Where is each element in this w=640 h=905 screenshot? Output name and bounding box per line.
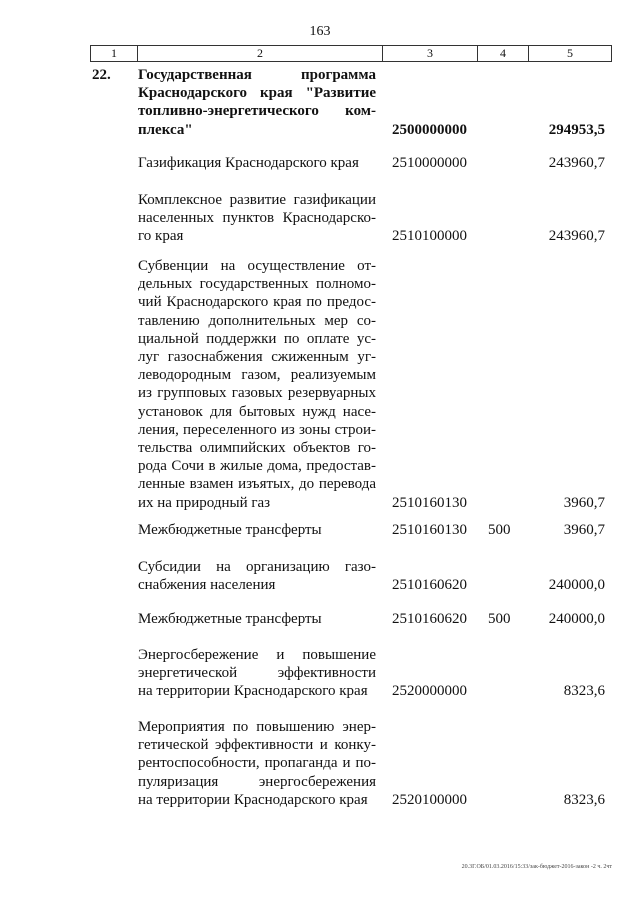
row-name-line: тельства олимпийских объектов го- <box>138 440 376 457</box>
row-name-line: Субсидии на организацию газо- <box>138 559 376 575</box>
row-code: 2510000000 <box>392 155 467 171</box>
row-name-line: установок для бытовых нужд насе- <box>138 403 376 420</box>
row-name-line: леводородным газом, реализуемым <box>138 367 376 384</box>
row-vr: 500 <box>488 522 511 538</box>
table-header <box>90 45 612 62</box>
row-code: 2510160130 <box>392 494 467 511</box>
row-code: 2520000000 <box>392 683 467 700</box>
row-name-line: из групповых газовых резервуарных <box>138 385 376 402</box>
row-code: 2510160620 <box>392 611 467 627</box>
row-name-line: луг газоснабжения сжиженным уг- <box>138 349 376 366</box>
header-col-5: 5 <box>567 46 573 60</box>
row-sum: 294953,5 <box>548 121 605 138</box>
row-name <box>138 257 376 512</box>
row-name-line: Комплексное развитие газификации <box>138 192 376 208</box>
row-name-line: го края <box>138 228 184 245</box>
row-name-line: ленные взамен изъятых, до перевода <box>138 476 376 493</box>
row-name-line: рентоспособности, пропаганда и по- <box>138 755 376 772</box>
row-sum: 3960,7 <box>563 522 605 538</box>
row-name-line: дельных государственных полномо- <box>138 276 376 293</box>
row-name-line: на территории Краснодарского края <box>138 791 368 808</box>
row-name-line: тавлению дополнительных мер со- <box>138 312 376 329</box>
row-name-line: Энергосбережение и повышение <box>138 647 376 663</box>
row-code: 2510160130 <box>392 522 467 538</box>
row-name-line: гетической эффективности и конку- <box>138 737 376 754</box>
row-code: 2520100000 <box>392 791 467 808</box>
row-name <box>138 154 376 172</box>
header-col-4: 4 <box>478 46 529 61</box>
row-vr: 500 <box>488 611 511 627</box>
row-code: 2510100000 <box>392 228 467 245</box>
row-name-line: Газификация Краснодарского края <box>138 155 359 171</box>
row-name <box>138 718 376 809</box>
row-name-line: плекса" <box>138 121 193 138</box>
row-number: 22. <box>92 67 111 83</box>
page-number: 163 <box>309 24 331 39</box>
row-name-line: пуляризация энергосбережения <box>138 773 376 790</box>
row-sum: 3960,7 <box>563 494 605 511</box>
row-name <box>138 558 376 594</box>
row-name-line: циальной поддержки по оплате ус- <box>138 330 376 347</box>
row-name <box>138 521 376 539</box>
row-sum: 8323,6 <box>563 683 605 700</box>
header-col-3: 3 <box>383 46 478 61</box>
row-name-line: Субвенции на осуществление от- <box>138 258 376 274</box>
row-name-line: ления, переселенного из зоны строи- <box>138 421 376 438</box>
header-col-2: 2 <box>138 46 383 61</box>
row-name-line: энергетической эффективности <box>138 665 376 682</box>
row-code: 2510160620 <box>392 577 467 594</box>
row-sum: 8323,6 <box>563 791 605 808</box>
row-sum: 243960,7 <box>548 228 605 245</box>
row-name <box>138 610 376 628</box>
row-name-line: Мероприятия по повышению энер- <box>138 719 376 735</box>
row-sum: 243960,7 <box>548 155 605 171</box>
row-name-line: Государственная программа <box>138 67 376 83</box>
row-name-line: чий Краснодарского края по предос- <box>138 294 376 311</box>
row-code: 2500000000 <box>392 121 467 138</box>
row-sum: 240000,0 <box>548 577 605 594</box>
row-name <box>138 66 376 139</box>
row-name-line: рода Сочи в жилые дома, предостав- <box>138 458 376 475</box>
row-name-line: топливно-энергетического ком- <box>138 103 376 120</box>
row-sum: 240000,0 <box>548 611 605 627</box>
row-name-line: Межбюджетные трансферты <box>138 611 322 627</box>
footer-stamp: 20.3Г.ОБ/01.03.2016/15:33/зак-бюджет-2016-закон -2 ч. 2чт <box>461 864 612 870</box>
row-name <box>138 191 376 246</box>
row-name-line: снабжения населения <box>138 577 276 594</box>
row-name-line: на территории Краснодарского края <box>138 683 368 700</box>
row-name <box>138 646 376 701</box>
row-name-line: Краснодарского края "Развитие <box>138 85 376 102</box>
row-name-line: населенных пунктов Краснодарско- <box>138 210 376 227</box>
row-name-line: Межбюджетные трансферты <box>138 522 322 538</box>
row-name-line: их на природный газ <box>138 494 271 511</box>
header-col-1: 1 <box>91 46 138 61</box>
